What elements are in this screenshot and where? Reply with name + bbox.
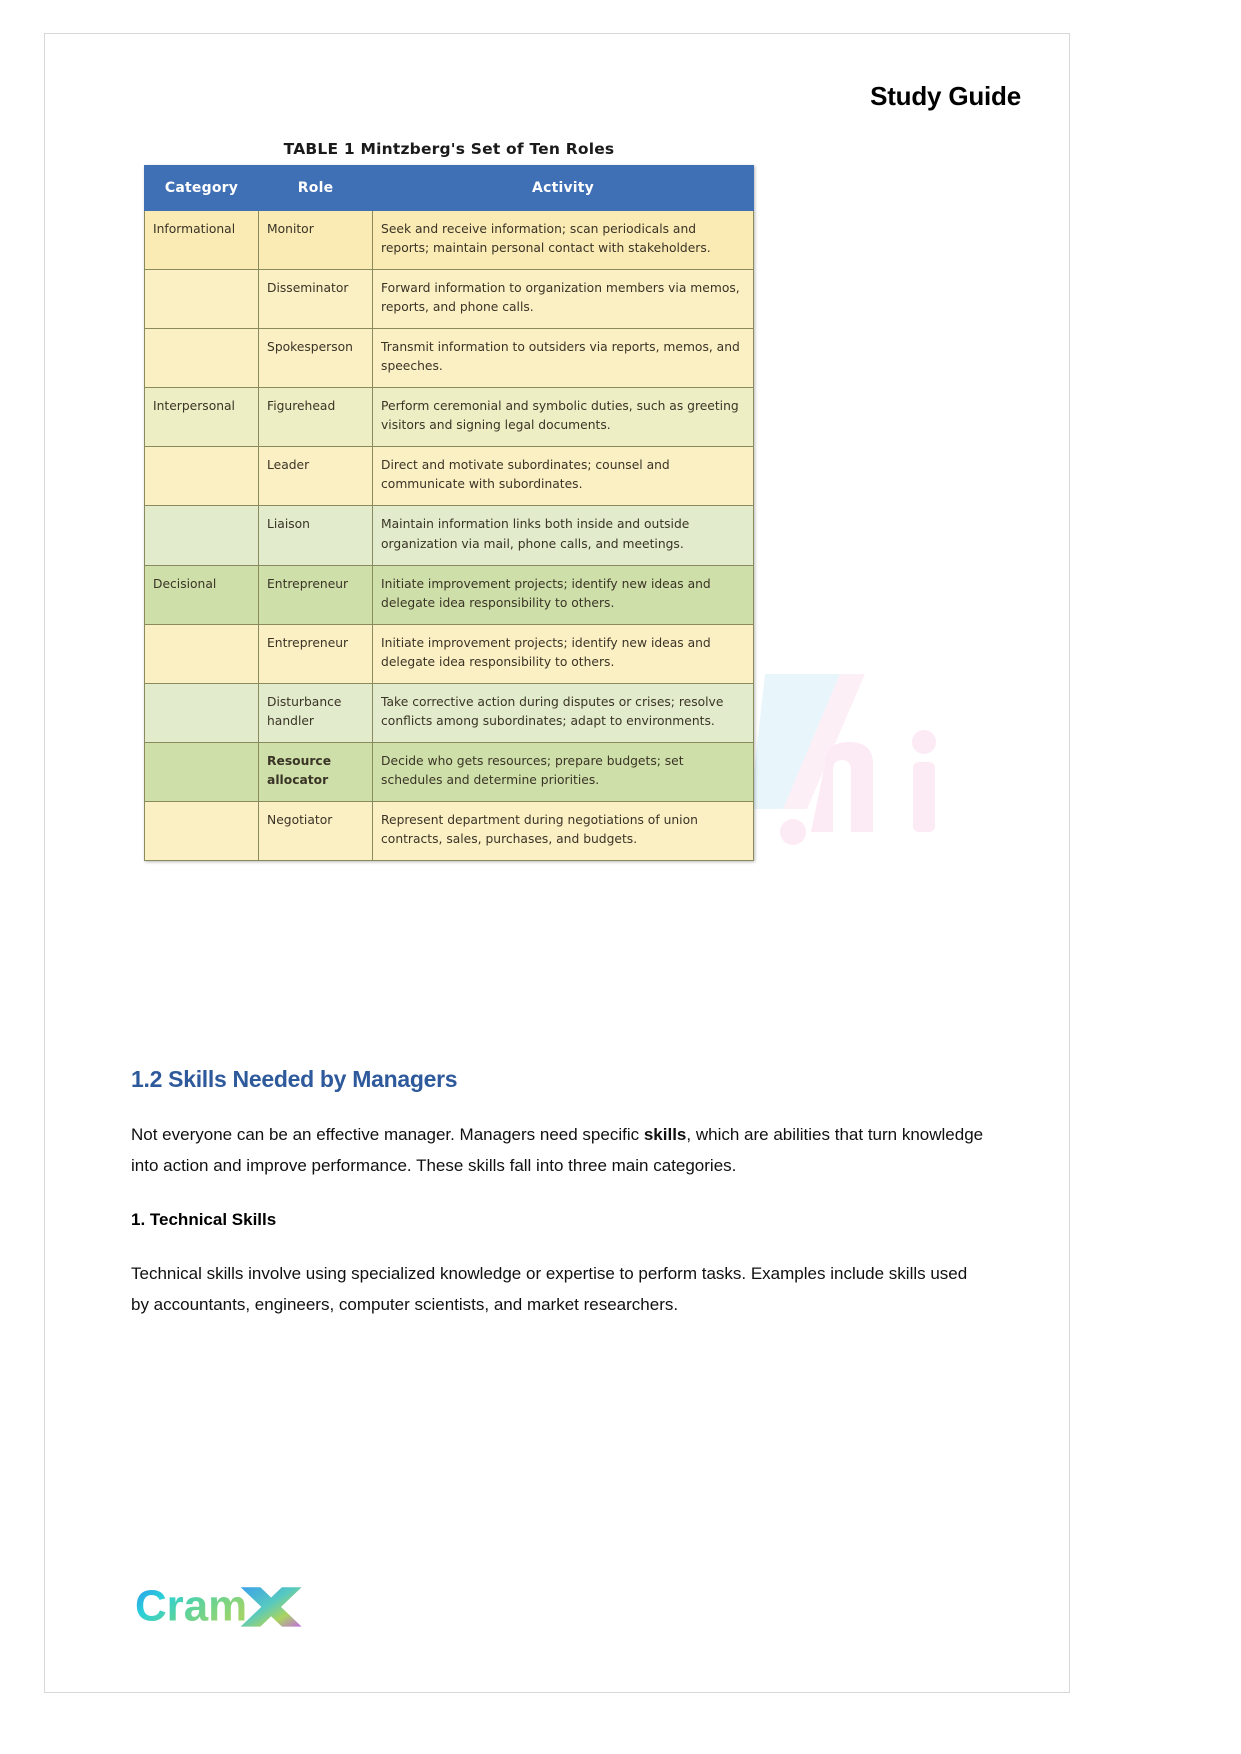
table-row [145,211,754,270]
cell-activity: Initiate improvement projects; identify new ideas and delegate idea responsibility to others. [373,624,754,683]
sub-heading-technical-skills: 1. Technical Skills [131,1209,277,1229]
table-row [145,624,754,683]
cell-role: Monitor [259,211,373,270]
cell-category [145,624,259,683]
cell-activity: Seek and receive information; scan periodicals and reports; maintain personal contact with stakeholders. [373,211,754,270]
cramx-logo [135,1580,341,1632]
xai-watermark [745,634,985,864]
roles-table-body [145,211,754,861]
cell-activity: Perform ceremonial and symbolic duties, such as greeting visitors and signing legal documents. [373,388,754,447]
cell-role: Entrepreneur [259,624,373,683]
cell-role: Spokesperson [259,329,373,388]
table-row [145,447,754,506]
table-row [145,742,754,801]
cell-role: Disturbance handler [259,683,373,742]
table-header-row [145,166,754,211]
cell-category: Informational [145,211,259,270]
cell-activity: Represent department during negotiations of union contracts, sales, purchases, and budgets. [373,801,754,860]
cell-category: Decisional [145,565,259,624]
table-caption: TABLE 1 Mintzberg's Set of Ten Roles [283,140,615,158]
cell-category [145,683,259,742]
cell-activity: Transmit information to outsiders via reports, memos, and speeches. [373,329,754,388]
table-row [145,329,754,388]
cell-role: Entrepreneur [259,565,373,624]
cell-activity: Direct and motivate subordinates; counsel and communicate with subordinates. [373,447,754,506]
cell-role: Resource allocator [259,742,373,801]
svg-text:Cram: Cram [135,1581,248,1631]
cell-activity: Maintain information links both inside and outside organization via mail, phone calls, and meetings. [373,506,754,565]
intro-paragraph-part-1: Not everyone can be an effective manager. Managers need specific [131,1125,644,1144]
cell-category [145,447,259,506]
section-heading: 1.2 Skills Needed by Managers [131,1066,458,1092]
column-header-activity: Activity [373,166,754,211]
column-header-role: Role [259,166,373,211]
cell-role: Leader [259,447,373,506]
cell-role: Disseminator [259,270,373,329]
cell-activity: Initiate improvement projects; identify new ideas and delegate idea responsibility to others. [373,565,754,624]
cell-role: Liaison [259,506,373,565]
document-page [44,33,1070,1693]
table-row [145,270,754,329]
intro-paragraph [131,1119,985,1182]
cell-category [145,329,259,388]
column-header-category: Category [145,166,259,211]
cell-category [145,506,259,565]
cell-role: Negotiator [259,801,373,860]
cell-category [145,270,259,329]
cell-role: Figurehead [259,388,373,447]
table-row [145,683,754,742]
table-row [145,388,754,447]
technical-skills-paragraph: Technical skills involve using specialized knowledge or expertise to perform tasks. Examples include skills used by accountants, engineers, computer scientists, and market researchers. [131,1263,968,1315]
cell-activity: Forward information to organization members via memos, reports, and phone calls. [373,270,754,329]
roles-table [144,165,754,861]
table-row [145,565,754,624]
page-title: Study Guide [870,81,1021,111]
table-row [145,801,754,860]
body-content [131,1066,985,1349]
table-row [145,506,754,565]
cell-category: Interpersonal [145,388,259,447]
mintzberg-table-figure [144,140,754,861]
cell-activity: Decide who gets resources; prepare budgets; set schedules and determine priorities. [373,742,754,801]
cell-category [145,742,259,801]
intro-paragraph-bold-term: skills [643,1125,687,1144]
intro-paragraph-part-2: , which are abilities that turn knowledge into action and improve performance. These skills fall into three main categories. [131,1125,984,1176]
cell-activity: Take corrective action during disputes or crises; resolve conflicts among subordinates; adapt to environments. [373,683,754,742]
cell-category [145,801,259,860]
